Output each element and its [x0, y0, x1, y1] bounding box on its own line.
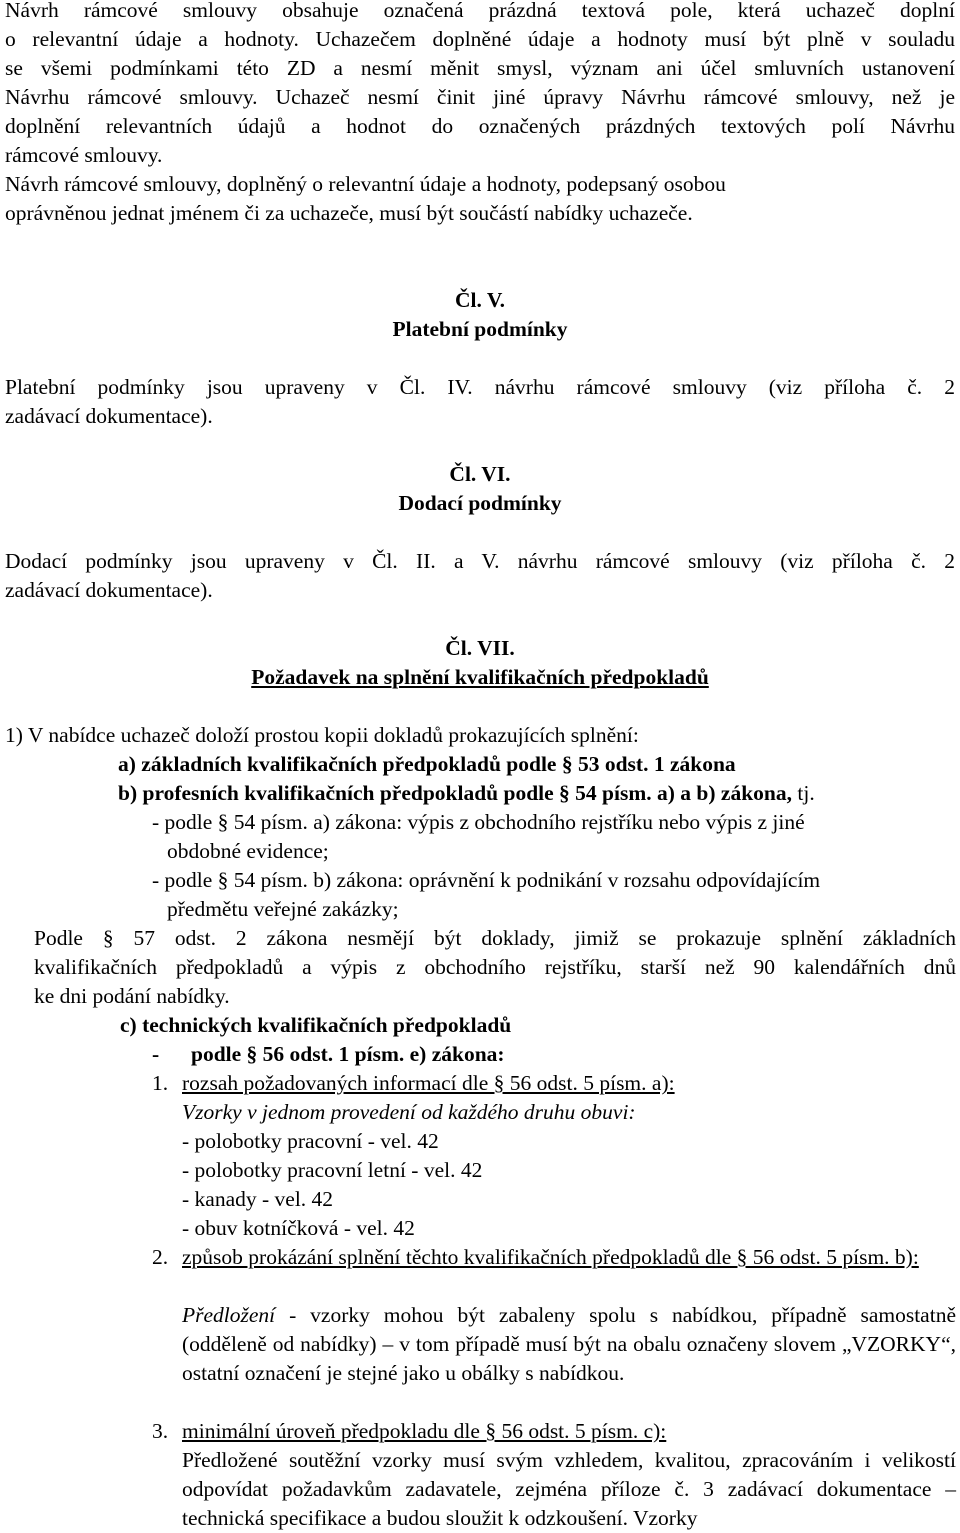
intro-paragraph — [5, 0, 955, 228]
list-item-heading: rozsah požadovaných informací dle § 56 odst. 5 písm. a): — [182, 1071, 675, 1095]
text-line: Dodací podmínky jsou upraveny v Čl. II. a V. návrhu rámcové smlouvy (viz příloha č. 2 — [5, 549, 955, 573]
text-line: doplnění relevantních údajů a hodnot do označených prázdných textových polí Návrhu — [5, 114, 955, 138]
text-line: rámcové smlouvy. — [5, 143, 163, 167]
list-item-italic: Předložení — [182, 1303, 276, 1327]
article-body — [5, 547, 955, 605]
text-line: o relevantní údaje a hodnoty. Uchazečem doplněné údaje a hodnoty musí být plně v souladu — [5, 27, 955, 51]
list-number: 1. — [152, 1071, 169, 1095]
requirement-subitem: - podle § 54 písm. b) zákona: oprávnění k podnikání v rozsahu odpovídajícím — [152, 868, 821, 892]
list-item-heading: minimální úroveň předpokladu dle § 56 odst. 5 písm. c): — [182, 1419, 667, 1443]
list-item-line: - kanady - vel. 42 — [182, 1187, 334, 1211]
requirement-subheading: podle § 56 odst. 1 písm. e) zákona: — [191, 1042, 505, 1066]
list-item-italic: Vzorky v jednom provedení od každého druhu obuvi: — [182, 1100, 636, 1124]
requirement-subitem-cont: předmětu veřejné zakázky; — [167, 897, 399, 921]
list-item-heading: způsob prokázání splnění těchto kvalifikačních předpokladů dle § 56 odst. 5 písm. b): — [182, 1245, 919, 1269]
list-number: 3. — [152, 1419, 169, 1443]
list-item-line: - polobotky pracovní letní - vel. 42 — [182, 1158, 483, 1182]
text-line: kvalifikačních předpokladů a výpis z obchodního rejstříku, starší než 90 kalendářních dnů — [34, 955, 956, 979]
requirement-item-b — [118, 779, 815, 808]
text-line: zadávací dokumentace). — [5, 404, 213, 428]
text-line: Návrh rámcové smlouvy obsahuje označená prázdná textová pole, která uchazeč doplní — [5, 0, 955, 22]
article-title: Platební podmínky — [392, 317, 568, 341]
text-line: Návrh rámcové smlouvy, doplněný o relevantní údaje a hodnoty, podepsaný osobou — [5, 172, 726, 196]
article-number: Čl. VI. — [449, 462, 511, 486]
article-body — [5, 373, 955, 431]
text-line: zadávací dokumentace). — [5, 578, 213, 602]
text-line: Platební podmínky jsou upraveny v Čl. IV. návrhu rámcové smlouvy (viz příloha č. 2 — [5, 375, 955, 399]
requirement-item-b-tail: tj. — [792, 781, 815, 805]
list-dash: - — [152, 1042, 160, 1066]
list-item-line: - polobotky pracovní - vel. 42 — [182, 1129, 439, 1153]
list-item-body — [182, 1301, 956, 1388]
article-number: Čl. VII. — [445, 636, 515, 660]
requirement-intro: 1) V nabídce uchazeč doloží prostou kopii dokladů prokazujících splnění: — [5, 723, 639, 747]
text-line: oprávněnou jednat jménem či za uchazeče, musí být součástí nabídky uchazeče. — [5, 201, 693, 225]
list-item-line: - obuv kotníčková - vel. 42 — [182, 1216, 415, 1240]
requirement-subitem-cont: obdobné evidence; — [167, 839, 329, 863]
text-line: se všemi podmínkami této ZD a nesmí měnit smysl, význam ani účel smluvních ustanovení — [5, 56, 955, 80]
text-line: ke dni podání nabídky. — [34, 984, 230, 1008]
note-paragraph — [34, 924, 956, 1011]
requirement-item-c: c) technických kvalifikačních předpokladů — [120, 1013, 512, 1037]
text-line: Návrhu rámcové smlouvy. Uchazeč nesmí činit jiné úpravy Návrhu rámcové smlouvy, než je — [5, 85, 955, 109]
list-item-text: - vzorky mohou být zabaleny spolu s nabídkou, případně samostatně (odděleně od nabídky) – v tom případě musí být na obalu označeny slovem „VZORKY“, ostatní označení je stejné jako u obálky s nabídkou. — [182, 1303, 956, 1385]
list-item-body: Předložené soutěžní vzorky musí svým vzhledem, kvalitou, zpracováním i velikostí odpovídat požadavkům zadavatele, zejména příloze č. 3 zadávací dokumentace – technická specifikace a budou sloužit k odzkoušení. Vzorky — [182, 1448, 956, 1530]
text-line: Podle § 57 odst. 2 zákona nesmějí být doklady, jimiž se prokazuje splnění základních — [34, 926, 956, 950]
article-title: Požadavek na splnění kvalifikačních předpokladů — [251, 665, 709, 689]
article-title: Dodací podmínky — [398, 491, 562, 515]
article-number: Čl. V. — [455, 288, 505, 312]
requirement-item-a: a) základních kvalifikačních předpokladů podle § 53 odst. 1 zákona — [118, 752, 736, 776]
requirement-item-b-text: b) profesních kvalifikačních předpokladů podle § 54 písm. a) a b) zákona, — [118, 781, 792, 805]
requirement-subitem: - podle § 54 písm. a) zákona: výpis z obchodního rejstříku nebo výpis z jiné — [152, 810, 805, 834]
list-number: 2. — [152, 1245, 169, 1269]
